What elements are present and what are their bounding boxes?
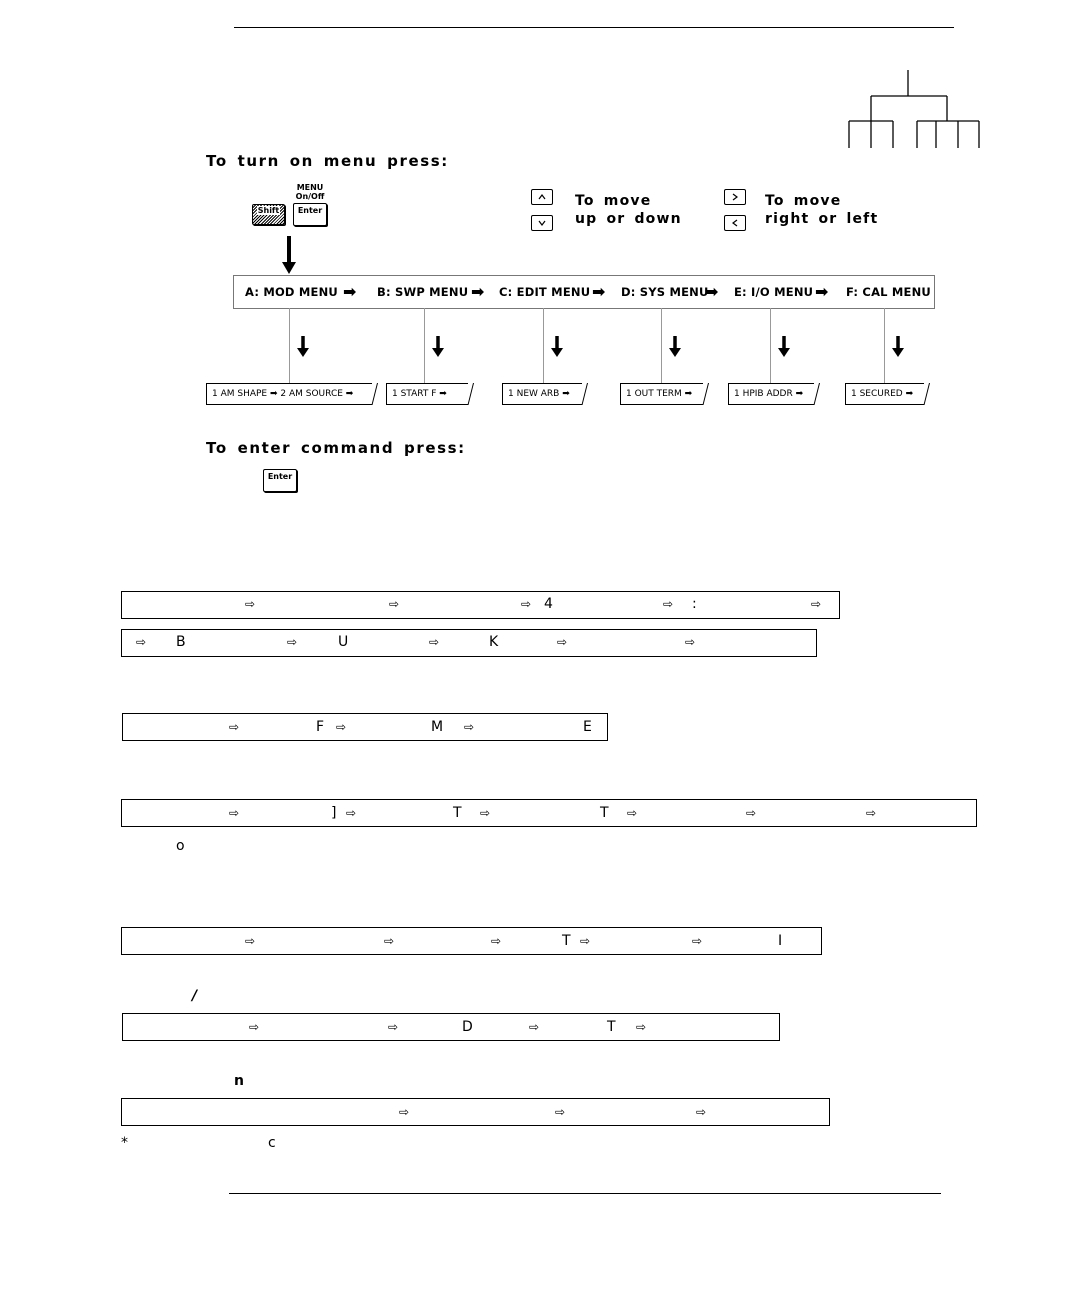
hollow-arrow-icon: ⇨ (557, 635, 568, 649)
seq-glyph: B (176, 634, 186, 650)
shift-key[interactable] (252, 204, 285, 225)
seq-glyph: K (489, 634, 499, 650)
sequence-row-5 (121, 927, 822, 955)
move-up-down-text (575, 192, 682, 228)
submenu-sys[interactable]: 1 OUT TERM ➡ (620, 383, 703, 405)
enter-command-key-label: Enter (267, 472, 293, 481)
seq-glyph: : (692, 596, 697, 612)
connector-line (661, 308, 662, 383)
menu-swp[interactable]: B: SWP MENU (377, 285, 469, 299)
seq-note: o (176, 838, 185, 854)
seq-glyph: ] (331, 805, 337, 821)
menu-edit[interactable]: C: EDIT MENU (499, 285, 591, 299)
connector-line (884, 308, 885, 383)
right-arrow-key[interactable] (724, 189, 746, 205)
move-up-down-line1: To move (575, 193, 652, 209)
down-arrow-icon (891, 336, 905, 358)
arrow-right-icon: ➡ (815, 282, 829, 301)
chevron-up-icon (532, 190, 552, 204)
enter-command-key[interactable] (263, 469, 297, 492)
enter-key-label: Enter (297, 206, 323, 215)
menu-io[interactable]: E: I/O MENU (734, 285, 814, 299)
hollow-arrow-icon: ⇨ (287, 635, 298, 649)
hollow-arrow-icon: ⇨ (663, 597, 674, 611)
hollow-arrow-icon: ⇨ (136, 635, 147, 649)
seq-glyph: T (562, 933, 571, 949)
menu-label-line1: MENU (296, 183, 324, 192)
hollow-arrow-icon: ⇨ (399, 1105, 410, 1119)
hollow-arrow-icon: ⇨ (692, 934, 703, 948)
down-arrow-key[interactable] (531, 215, 553, 231)
seq-glyph: E (583, 719, 592, 735)
sequence-row-1 (121, 591, 840, 619)
sequence-row-3 (122, 713, 608, 741)
hollow-arrow-icon: ⇨ (627, 806, 638, 820)
menu-label-line2: On/Off (295, 192, 325, 201)
seq-glyph: U (338, 634, 349, 650)
sequence-row-4 (121, 799, 977, 827)
hollow-arrow-icon: ⇨ (480, 806, 491, 820)
move-up-down-line2: up or down (575, 211, 682, 227)
down-arrow-icon (550, 336, 564, 358)
menu-mod[interactable]: A: MOD MENU (245, 285, 338, 299)
hollow-arrow-icon: ⇨ (696, 1105, 707, 1119)
submenu-cal[interactable]: 1 SECURED ➡ (845, 383, 924, 405)
hollow-arrow-icon: ⇨ (229, 720, 240, 734)
hollow-arrow-icon: ⇨ (336, 720, 347, 734)
arrow-right-icon: ➡ (705, 282, 719, 301)
submenu-mod[interactable]: 1 AM SHAPE ➡ 2 AM SOURCE ➡ (206, 383, 372, 405)
seq-glyph: D (462, 1019, 473, 1035)
big-down-arrow-icon (280, 236, 298, 276)
hollow-arrow-icon: ⇨ (580, 934, 591, 948)
seq-glyph: T (607, 1019, 616, 1035)
footnote-star: * (121, 1135, 128, 1151)
left-arrow-key[interactable] (724, 215, 746, 231)
move-right-left-line1: To move (765, 193, 842, 209)
shift-key-label: Shift (257, 206, 280, 215)
chevron-left-icon (725, 216, 745, 230)
up-arrow-key[interactable] (531, 189, 553, 205)
hollow-arrow-icon: ⇨ (388, 1020, 399, 1034)
arrow-right-icon: ➡ (592, 282, 606, 301)
sequence-row-7 (121, 1098, 830, 1126)
connector-line (289, 308, 290, 383)
hollow-arrow-icon: ⇨ (429, 635, 440, 649)
down-arrow-icon (777, 336, 791, 358)
submenu-edit[interactable]: 1 NEW ARB ➡ (502, 383, 582, 405)
enter-key[interactable] (293, 203, 327, 226)
arrow-right-icon: ➡ (343, 282, 357, 301)
seq-glyph: I (778, 933, 783, 949)
connector-line (770, 308, 771, 383)
menu-tree-icon (845, 68, 985, 150)
down-arrow-icon (431, 336, 445, 358)
seq-glyph: 4 (544, 596, 553, 612)
move-right-left-line2: right or left (765, 211, 879, 227)
enter-command-heading: To enter command press: (206, 439, 466, 457)
down-arrow-icon (296, 336, 310, 358)
connector-line (424, 308, 425, 383)
arrow-right-icon: ➡ (471, 282, 485, 301)
down-arrow-icon (668, 336, 682, 358)
hollow-arrow-icon: ⇨ (529, 1020, 540, 1034)
menu-cal[interactable]: F: CAL MENU (846, 285, 931, 299)
hollow-arrow-icon: ⇨ (491, 934, 502, 948)
move-right-left-text (765, 192, 878, 228)
seq-glyph: T (600, 805, 609, 821)
hollow-arrow-icon: ⇨ (346, 806, 357, 820)
hollow-arrow-icon: ⇨ (866, 806, 877, 820)
sequence-row-6 (122, 1013, 780, 1041)
hollow-arrow-icon: ⇨ (389, 597, 400, 611)
chevron-down-icon (532, 216, 552, 230)
turn-on-menu-heading: To turn on menu press: (206, 152, 449, 170)
hollow-arrow-icon: ⇨ (685, 635, 696, 649)
hollow-arrow-icon: ⇨ (245, 597, 256, 611)
chevron-right-icon (725, 190, 745, 204)
submenu-io[interactable]: 1 HPIB ADDR ➡ (728, 383, 814, 405)
hollow-arrow-icon: ⇨ (636, 1020, 647, 1034)
seq-glyph: T (453, 805, 462, 821)
hollow-arrow-icon: ⇨ (464, 720, 475, 734)
hollow-arrow-icon: ⇨ (746, 806, 757, 820)
footnote-text: c (268, 1135, 276, 1151)
seq-glyph: M (431, 719, 444, 735)
menu-onoff-label (292, 183, 328, 201)
hollow-arrow-icon: ⇨ (811, 597, 822, 611)
submenu-swp[interactable]: 1 START F ➡ (386, 383, 468, 405)
hollow-arrow-icon: ⇨ (384, 934, 395, 948)
hollow-arrow-icon: ⇨ (521, 597, 532, 611)
seq-glyph: F (316, 719, 325, 735)
bottom-rule (229, 1193, 941, 1194)
hollow-arrow-icon: ⇨ (245, 934, 256, 948)
top-rule (234, 27, 954, 28)
seq-note: n (234, 1073, 244, 1089)
sequence-row-2 (121, 629, 817, 657)
hollow-arrow-icon: ⇨ (249, 1020, 260, 1034)
menu-sys[interactable]: D: SYS MENU (621, 285, 709, 299)
hollow-arrow-icon: ⇨ (229, 806, 240, 820)
hollow-arrow-icon: ⇨ (555, 1105, 566, 1119)
seq-note: / (192, 988, 198, 1004)
connector-line (543, 308, 544, 383)
